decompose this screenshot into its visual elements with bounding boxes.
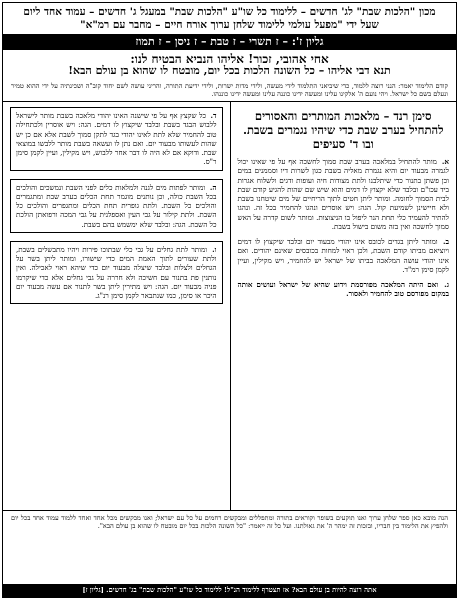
tagline (3, 50, 456, 80)
siman-title: סימן רנד – מלאכות המותרים והאסורים להתחיל בערב שבת כדי שיהיו נגמרים בשבת. ובו ד' סעיפים (242, 109, 444, 152)
document-page (2, 2, 457, 598)
left-column (3, 102, 230, 510)
tagline-line-1: אחי אהובי, זכור! אליהו הנביא הבטיח לנו: (130, 52, 329, 66)
footer-text: הנה מובא כאן ספר שלחן ערוך ואנו תוקעים בשופר וקוראים בתורה ומתפללים ומבקשים רחמים על כל עם ישראל; ואנו מבקשים מכל אחד ואחד ללמוד עמוד אחד בכל יום ולהפיץ את הלימוד בין חבריו, ובזכות זה ימהר ה' את גאולתנו. ועל כל זה ייאמר: "כל השונה הלכות בכל יום מובטח לו שהוא בן עולם הבא". (3, 510, 456, 530)
content-columns (3, 102, 456, 510)
footer-strip: אתה רוצה להיות בן עולם הבא? אז תצטרף ללימוד הנ"ל! ללימוד כל שו"ע "הלכות שבת" בג' חדשים. [גליון ז] (3, 584, 456, 597)
paragraph-text: ומותר לתת גחלים על גבי כלי שבתוכו פירות ויהיו מתבשלים בשבת, ולתת שעורים לתוך האמת המים כדי שישורו, ומותר ליתן בשר על הגחלים ולצלות ובלבד שיצלה מבעוד יום כדי שיהא ראוי לאכילה. ואין נותנין פת בתנור עם חשיכה ולא חררה על גבי גחלים אלא כדי שיקרמו פניה מבעוד יום. הגה: ויש מתירין ליתן בשר לתנור אם עשה מבעוד יום היכר או סימן, כמו שנתבאר לקמן סימן רנ"ג. (16, 244, 217, 301)
publisher-line: מכון "הלכות שבת" לג' חדשים – ללימוד כל שו"ע "הלכות שבת" במעגל ג' חדשים – עמוד אחד ליום (23, 6, 436, 18)
subtitle-line: שעל ידי "מפעל עולמי ללימוד שלחן ערוך אורח חיים – מחבר עם רמ"א" (80, 19, 379, 31)
paragraph-number: ה. (209, 182, 217, 192)
paragraph (10, 179, 223, 233)
paragraph-text: מותר להתחיל במלאכה בערב שבת סמוך לחשכה אף על פי שאינו יכול לגמרה מבעוד יום והיא נגמרת מאליה בשבת כגון לשרות דיו וסממנים במים וכן פשתן בתנור כדי שיתלבנו ולתת מצודות חיה ועופות ודגים ולשלוח אגרות ביד עכו"ם ובלבד שלא יקצוץ לו דמים והוא שיש שם שהות להגיע קודם שבת לבית הסמוך לחומה. ומותר ליתן חטים לתוך הריחיים של מים שיטחנו בשבת ולא חיישינן לשמיעת קול. הגה: ויש אוסרים ונהגו להחמיר בכל זה. ונהגו להתיר להעמיד כלי תחת הנר ליפול בו הניצוצות. ומותר לשום קדרה על האש סמוך לחשכה ואין בזה משום בישול בשבת. (237, 157, 449, 231)
paragraph-number: ו. (212, 244, 217, 254)
right-column (230, 102, 457, 510)
paragraph-number: א. (441, 157, 449, 167)
paragraph-text: ואם היתה המלאכה מפורסמת וידוע שהיא של ישראל ועושים אותה במקום מפורסם טוב להחמיר ולאסור. (237, 280, 449, 299)
issue-banner: גליון ז': – ז תשרי – ז טבת – ז ניסן – ז תמוז (3, 34, 456, 50)
paragraph-number: ד. (210, 111, 217, 121)
paragraph (10, 107, 223, 171)
paragraph (10, 241, 223, 305)
paragraph-text: כל שקצץ אף על פי שישנה האינו יהודי מלאכה בשבת מותר לישראל ללבוש הבגד בשבת ובלבד שיקצוץ לו דמים. הגה: ויש אוסרין ולכתחילה טוב להחמיר שלא לתת לאינו יהודי בגד לתקן סמוך לשבת אלא אם כן יש שהות לעשותו מבעוד יום. ואם נתן לו ועשאה בשבת מותר ללבשו במוצאי שבת. ודוקא אם לא היה לו דבר אחר ללבוש, ויש מקילין, ועיין לקמן סימן ר"ס. (16, 111, 217, 167)
intro-prayer: קודם הלימוד יאמר: הנני רוצה ללמוד, כדי שיביאני התלמוד לידי מעשה, ולידי מדות ישרות, ולידי ידיעת התורה, והריני עושה לשם יחוד קוב"ה ושכינתיה על ידי ההוא טמיר ונעלם בשם כל ישראל. ויהי נועם ה' אלקינו עלינו ומעשה ידינו כוננה עלינו ומעשה ידינו כוננהו. (3, 80, 456, 102)
paragraph (238, 280, 450, 299)
publisher-header (3, 3, 456, 34)
paragraph-number: ג. (444, 280, 449, 290)
paragraph-text: ומותר לפתות מים לגנה ולמלאות כלים לפני השבת ונמשכים והולכים בכל השבת כולה, וכן נותנים מוגמר תחת הכלים בערב שבת ומתגמרים והולכים כל השבת. ולתת גופרית תחת הכלים ומתגפרים והולכים כל השבת. ולתת קילור על גבי העין ואספלנית על גבי המכה ורפואתן הולכת כל השבת. הגה: ובלבד שלא ימשמש בהם בשבת. (16, 182, 217, 229)
paragraph-number: ב. (443, 237, 449, 247)
paragraph (238, 157, 450, 231)
paragraph-text: ומותר ליתן בגדים לכובס אינו יהודי מבעוד יום ובלבד שיקצוץ לו דמים ויוציאם מביתו קודם השבת, ולכן ראוי למחות בכובסים שאינם יהודים. ואם אינו יהודי עושה המלאכה בביתו של ישראל יש להחמיר, ויש מקילין, ועיין לקמן סימן רמ"ד. (237, 237, 449, 274)
paragraph (238, 237, 450, 274)
tagline-line-2: תנא דבי אליהו – כל השונה הלכות בכל יום, מובטח לו שהוא בן עולם הבא! (68, 64, 391, 77)
